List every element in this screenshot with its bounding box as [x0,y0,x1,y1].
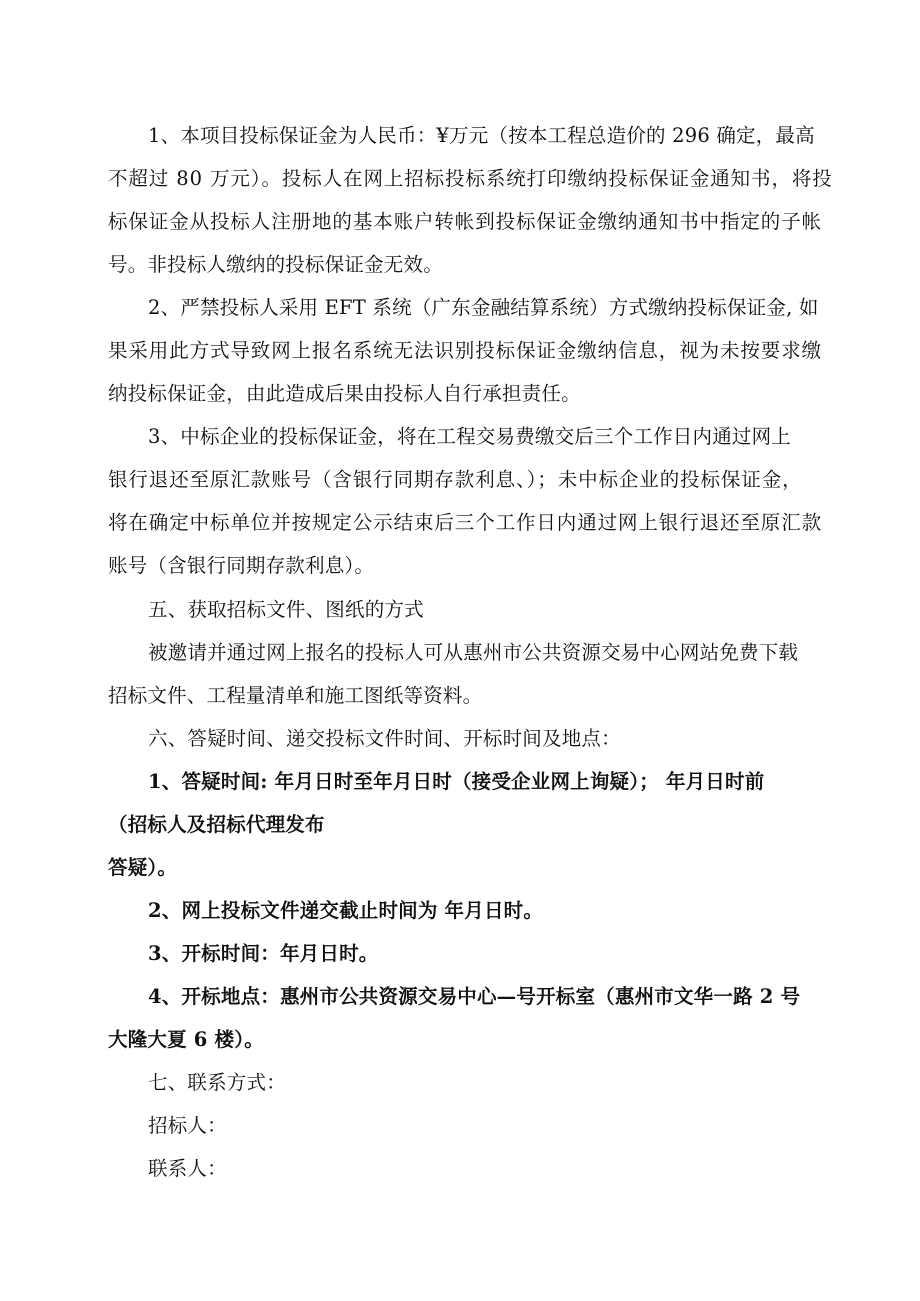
deposit-item-1-line-3: 标保证金从投标人注册地的基本账户转帐到投标保证金缴纳通知书中指定的子帐 [108,210,823,233]
time-item-3: 3、开标时间：年月日时。 [148,942,379,965]
deposit-item-2-line-3: 纳投标保证金，由此造成后果由投标人自行承担责任。 [108,382,581,405]
section-5-body-line-2: 招标文件、工程量清单和施工图纸等资料。 [108,684,483,707]
section-7-heading: 七、联系方式： [148,1071,286,1094]
contact-tenderer-label: 招标人： [148,1114,227,1137]
deposit-item-2-line-2: 果采用此方式导致网上报名系统无法识别投标保证金缴纳信息，视为未按要求缴 [108,339,823,362]
deposit-item-3-line-2: 银行退还至原汇款账号（含银行同期存款利息、）；未中标企业的投标保证金， [108,468,803,491]
deposit-item-3-line-4: 账号（含银行同期存款利息）。 [108,554,375,577]
time-item-1-line-2: （招标人及招标代理发布 [108,813,325,836]
section-6-heading: 六、答疑时间、递交投标文件时间、开标时间及地点： [148,727,621,750]
deposit-item-3-line-1: 3、中标企业的投标保证金，将在工程交易费缴交后三个工作日内通过网上 [148,425,792,448]
deposit-item-1-line-1: 1、本项目投标保证金为人民币：¥万元（按本工程总造价的 296 确定，最高 [148,124,815,147]
time-item-1-line-3: 答疑）。 [108,856,178,879]
time-item-4-line-1: 4、开标地点：惠州市公共资源交易中心—号开标室（惠州市文华一路 2 号 [148,985,801,1008]
deposit-item-2-line-1: 2、严禁投标人采用 EFT 系统（广东金融结算系统）方式缴纳投标保证金, 如 [148,296,819,319]
deposit-item-1-line-2: 不超过 80 万元）。投标人在网上招标投标系统打印缴纳投标保证金通知书，将投 [108,167,833,190]
deposit-item-1-line-4: 号。非投标人缴纳的投标保证金无效。 [108,253,443,276]
section-5-heading: 五、获取招标文件、图纸的方式 [148,598,424,621]
time-item-2: 2、网上投标文件递交截止时间为 年月日时。 [148,899,544,922]
deposit-item-3-line-3: 将在确定中标单位并按规定公示结束后三个工作日内通过网上银行退还至原汇款 [108,511,823,534]
section-5-body-line-1: 被邀请并通过网上报名的投标人可从惠州市公共资源交易中心网站免费下载 [148,641,799,664]
time-item-4-line-2: 大隆大夏 6 楼）。 [108,1028,264,1051]
contact-person-label: 联系人： [148,1157,227,1180]
time-item-1-line-1: 1、答疑时间: 年月日时至年月日时（接受企业网上询疑）； 年月日时前 [148,770,765,793]
